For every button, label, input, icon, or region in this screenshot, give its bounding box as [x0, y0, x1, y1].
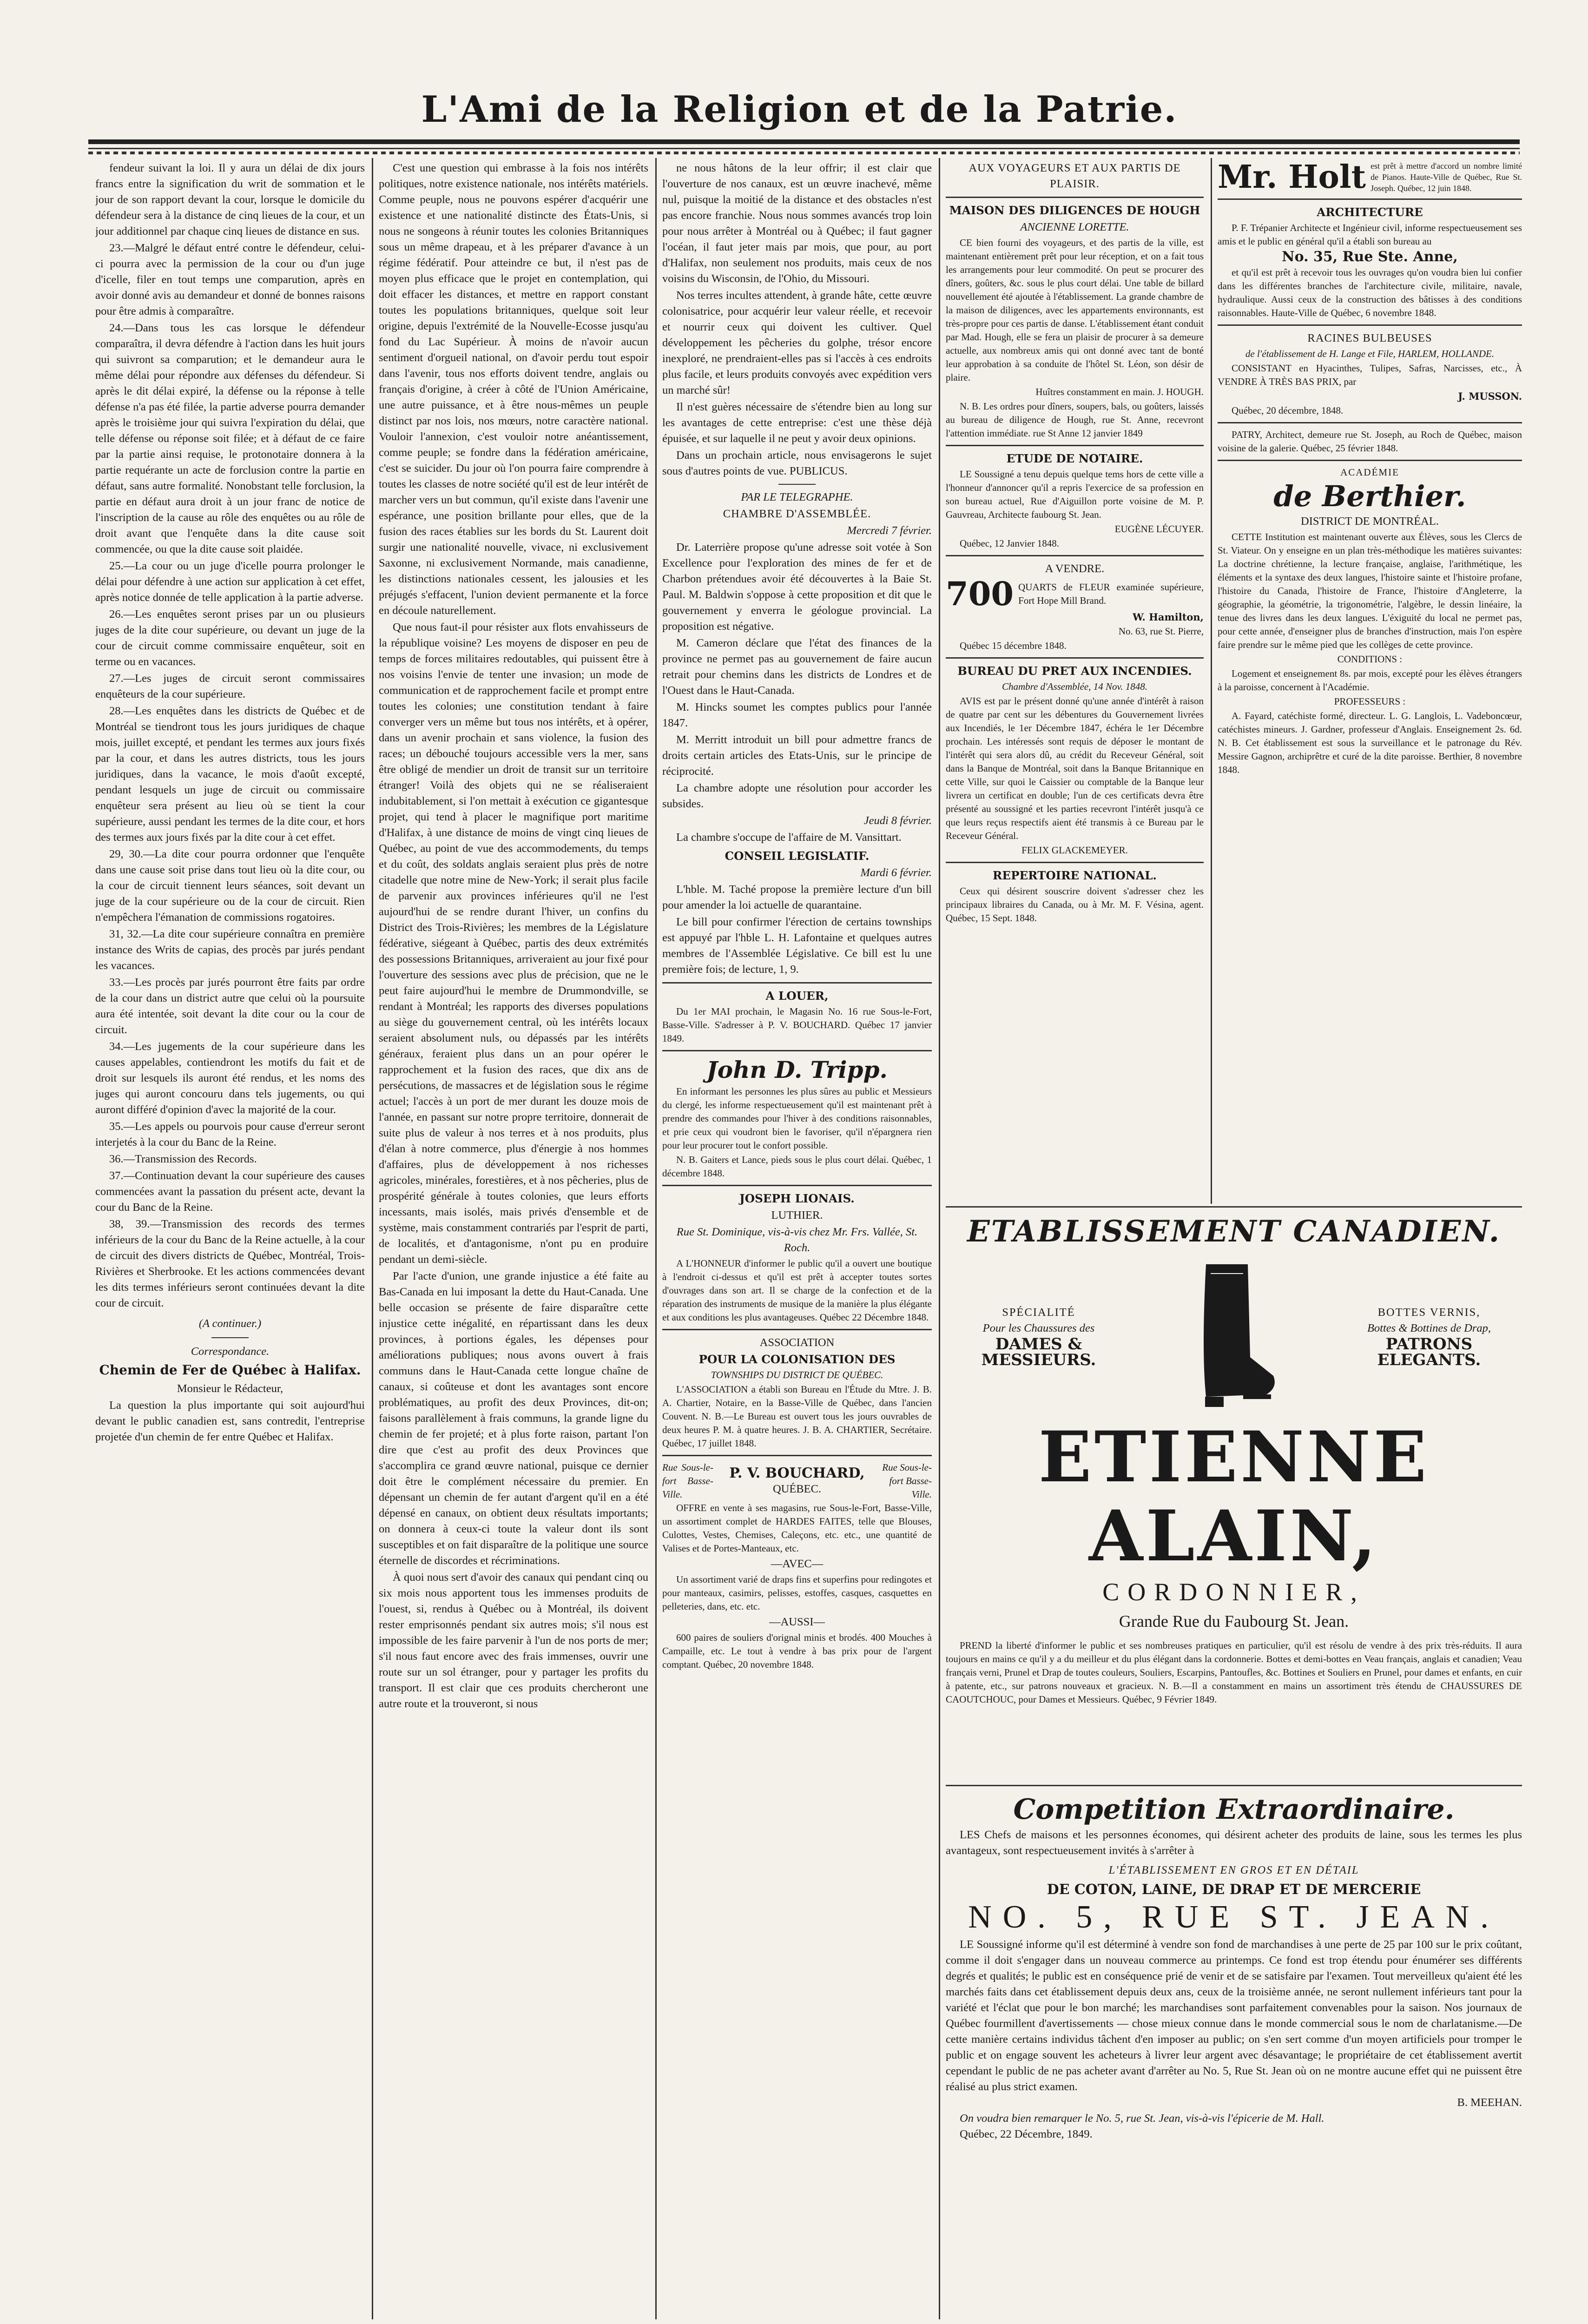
column-2 — [379, 160, 648, 2324]
ad-address: Rue Sous-le-fort Basse-Ville. — [882, 1462, 932, 1500]
article-paragraph: M. Cameron déclare que l'état des finances de la province ne permet pas au gouvernement de faire aucun retrait pour chemins dans les districts de Londres et de l'Ouest dans le Haut-Canada. — [662, 637, 932, 697]
ad-text: Pour les Chaussures des — [982, 1322, 1095, 1334]
section-heading: Correspondance. — [191, 1345, 270, 1358]
divider — [778, 484, 816, 485]
ad-body: AVIS est par le présent donné qu'une année d'intérêt à raison de quatre par cent sur les débentures du Gouvernement livrées aux Incendiés, le 1er Décembre 1847, échéra le 1er Décembre prochain. Les intéressés sont requis de déposer le montant de l'intérêt qui sera alors dû, au crédit du Receveur Général, soit dans la Banque de Montréal, soit dans la Banque Britannique en cette Ville, sur quoi le Caissier ou comptable de la Banque leur livrera un certificat en double; l'un de ces certificats devra être présenté au soussigné et les parties recevront l'intérêt jusqu'à ce que leurs reçus respectifs aient été transmis à ce Bureau par le Receveur Général. — [946, 695, 1204, 841]
column-divider — [939, 158, 940, 2319]
divider — [946, 445, 1204, 446]
dateline: Jeudi 8 février. — [863, 814, 932, 827]
ad-separator: —AUSSI— — [769, 1616, 825, 1628]
ad-body: A L'HONNEUR d'informer le public qu'il a ouvert une boutique à l'endroit ci-dessus et qu'il est prêt à accepter toutes sortes d'ouvrages dans son art. Il se charge de la confection et de la réparation des instruments de musique de la manière la plus élégante et aux conditions les plus avantageuses. Québec 22 Décembre 1848. — [662, 1258, 932, 1323]
ad-heading: JOSEPH LIONAIS. — [739, 1192, 855, 1205]
ad-body: CE bien fourni des voyageurs, et des partis de la ville, est maintenant entièrement prêt pour leur réception, et on a fait tous les arrangements pour leur commodité. On peut se procurer des dîners, goûters, &c. sous le plus court délai. Une table de billard nouvellement été ajoutée à l'établissement. La grande chambre de la maison de diligences, avec les appartements environnants, est très-propre pour ces partis de danse. L'établissement étant conduit par Mad. Hough, elle se fera un plaisir de procurer à sa demeure actuelle, aux nombreux amis qui ont donné avec tant de bonté leur approbation à sa conduite de l'hôtel St. Léon, son désir de plaire. — [946, 237, 1204, 383]
ad-body: Ceux qui désirent souscrire doivent s'adresser chez les principaux libraires du Canada, ou à Mr. M. F. Vésina, agent. Québec, 15 Sept. 1848. — [946, 885, 1204, 924]
ad-address: Rue Sous-le-fort Basse-Ville. — [662, 1462, 713, 1500]
article-paragraph: 35.—Les appels ou pourvois pour cause d'erreur seront interjetés à la cour du Banc de la Reine. — [95, 1120, 365, 1149]
ad-heading: AUX VOYAGEURS ET AUX PARTIS DE PLAISIR. — [969, 162, 1181, 190]
article-paragraph: 38, 39.—Transmission des records des termes inférieurs de la cour du Banc de la Reine actuelle, à la cour de circuit des divers districts de Québec, Montréal, Trois-Rivières et Sherbrooke. Et les actions commencées devant les dits termes inférieurs seront continuées devant la dite cour de circuit. — [95, 1218, 365, 1309]
divider — [946, 555, 1204, 556]
etablissement-ad — [946, 1213, 1522, 1822]
column-4 — [946, 160, 1204, 1206]
ad-body: Du 1er MAI prochain, le Magasin No. 16 rue Sous-le-Fort, Basse-Ville. S'adresser à P. V. BOUCHARD. Québec 17 janvier 1849. — [662, 1006, 932, 1044]
ad-city: QUÉBEC. — [772, 1482, 822, 1495]
ad-name: ETIENNE ALAIN, — [1038, 1416, 1430, 1577]
etab-right — [1336, 1305, 1522, 1368]
ad-address: Rue St. Dominique, vis-à-vis chez Mr. Frs. Vallée, St. Roch. — [676, 1226, 918, 1254]
ad-body: A. Fayard, catéchiste formé, directeur. L. G. Langlois, L. Vadeboncœur, catéchistes mineurs. J. Gardner, professeur d'Anglais. Enseignement 2s. 6d. N. B. Cet établissement est sous la surveillance et le patronage du Rév. Messire Gagnon, archiprêtre et curé de la dite paroisse. Berthier, 8 novembre 1848. — [1218, 710, 1522, 775]
article-paragraph: 37.—Continuation devant la cour supérieure des causes commencées avant la passation du présent acte, devant la cour du Banc de la Reine. — [95, 1169, 365, 1214]
salutation: Monsieur le Rédacteur, — [177, 1382, 283, 1395]
ad-body: est prêt à mettre d'accord un nombre limité de Pianos. Haute-Ville de Québec, Rue St. Joseph. Québec, 12 juin 1848. — [1371, 161, 1522, 193]
ad-title: BUREAU DU PRET AUX INCENDIES. — [957, 664, 1192, 678]
ad-date: Québec, 12 Janvier 1848. — [960, 538, 1060, 549]
divider — [211, 1337, 249, 1338]
article-paragraph: À quoi nous sert d'avoir des canaux qui pendant cinq ou six mois nous apportent tous les immenses produits de l'ouest, si, rendus à Québec ou à Montréal, ils doivent rester emprisonnés pendant six autres mois; s'il nous est impossible de les faire parvenir à l'un de nos ports de mer; s'il nous faut encore avec des frais immenses, ouvrir une route sur un sol étranger, pour y partager les profits du transport. Il est clair que ces produits chercheront une autre route et la trouveront, si nous — [379, 1571, 648, 1710]
divider — [946, 197, 1204, 198]
article-paragraph: 36.—Transmission des Records. — [109, 1153, 257, 1165]
article-paragraph: La question la plus importante qui soit aujourd'hui devant le public canadien est, sans contredit, l'entreprise projetée d'un chemin de fer entre Québec et Halifax. — [95, 1399, 365, 1443]
ad-body: Logement et enseignement 8s. par mois, excepté pour les élèves étrangers à la paroisse, concernent à l'Académie. — [1218, 668, 1522, 693]
etab-row — [946, 1260, 1522, 1413]
article-paragraph: M. Hincks soumet les comptes publics pour l'année 1847. — [662, 701, 932, 729]
ad-highlight: PATRONS ELEGANTS. — [1377, 1335, 1481, 1369]
ad-body: P. F. Trépanier Architecte et Ingénieur civil, informe respectueusement ses amis et le public en général qu'il a établi son bureau au — [1218, 222, 1522, 247]
ad-date: Québec, 20 décembre, 1848. — [1232, 405, 1344, 416]
column-1 — [95, 160, 365, 2324]
ad-highlight: DAMES & MESSIEURS. — [981, 1335, 1096, 1369]
ad-subheading: ANCIENNE LORETTE. — [1020, 221, 1129, 233]
ad-title: POUR LA COLONISATION DES — [698, 1353, 896, 1366]
divider — [1218, 198, 1522, 200]
divider — [1218, 460, 1522, 461]
ad-body: Un assortiment varié de draps fins et superfins pour redingotes et pour manteaux, casimirs, pelisses, estoffes, casques, casquettes en pelleteries, dans, etc. etc. — [662, 1574, 932, 1612]
ad-subheading: TOWNSHIPS DU DISTRICT DE QUÉBEC. — [711, 1369, 883, 1380]
ad-body: OFFRE en vente à ses magasins, rue Sous-le-Fort, Basse-Ville, un assortiment complet de HARDES FAITES, telle que Blouses, Culottes, Vestes, Chemises, Caleçons, etc. etc., une quantité de Valises et de Portes-Manteaux, etc. — [662, 1502, 932, 1554]
divider — [946, 862, 1204, 863]
section-heading: PAR LE TELEGRAPHE. — [741, 491, 853, 503]
competition-ad — [946, 1792, 1522, 2303]
continued-note: (A continuer.) — [198, 1317, 262, 1330]
ad-address: No. 35, Rue Ste. Anne, — [1282, 249, 1458, 265]
section-heading: CONSEIL LEGISLATIF. — [725, 849, 870, 863]
ad-heading: A VENDRE. — [1045, 562, 1105, 575]
column-divider — [655, 158, 657, 2319]
ad-signature: J. MUSSON. — [1458, 390, 1522, 402]
dateline: Mercredi 7 février. — [847, 524, 932, 537]
ad-subheading: LUTHIER. — [771, 1209, 823, 1221]
masthead-rule-dotted — [88, 152, 1520, 154]
article-paragraph: L'hble. M. Taché propose la première lecture d'un bill pour amender la loi actuelle de quarantaine. — [662, 883, 932, 911]
article-paragraph: Nos terres incultes attendent, à grande hâte, cette œuvre colonisatrice, pour acquérir leur valeur réelle, et recevoir et nourrir ceux qui doivent les cultiver. Quel développement les pêcheries du golphe, trésor encore inexploré, ne prendraient-elles pas si l'accès à ces endroits plus facile, et leurs produits convoyés avec expédition vers un marché sûr! — [662, 289, 932, 396]
vendre-row — [946, 574, 1204, 613]
divider — [662, 982, 932, 984]
article-paragraph: 27.—Les juges de circuit seront commissaires enquêteurs de la cour supérieure. — [95, 672, 365, 700]
article-paragraph: 29, 30.—La dite cour pourra ordonner que l'enquête dans une cause soit prise dans tout lieu où la dite cour, ou la cour de circuit tiennent leurs séances, soit devant un juge de la cour supérieure ou de la cour de circuit. Rien n'empêchera l'émanation de commissions rogatoires. — [95, 848, 365, 924]
masthead-title: L'Ami de la Religion et de la Patrie. — [421, 88, 1178, 131]
divider — [662, 1050, 932, 1051]
ad-heading: ASSOCIATION — [759, 1336, 835, 1349]
article-paragraph: 26.—Les enquêtes seront prises par un ou plusieurs juges de la dite cour supérieure, ou devant un juge de la cour de circuit comme commissaire enquêteur, soit en terme ou en vacances. — [95, 608, 365, 668]
ad-heading: P. V. BOUCHARD, — [729, 1465, 865, 1481]
divider — [946, 657, 1204, 659]
ad-heading: Competition Extraordinaire. — [1013, 1793, 1455, 1826]
ad-signature: EUGÈNE LÉCUYER. — [1114, 523, 1204, 535]
ad-body: LE Soussigné a tenu depuis quelque tems hors de cette ville a l'honneur d'annoncer qu'il a repris l'exercice de sa profession en son bureau actuel, Rue d'Aiguillon porte voisine de M. P. Gauvreau, Architecte faubourg St. Jean. — [946, 469, 1204, 520]
section-heading: CHAMBRE D'ASSEMBLÉE. — [723, 508, 871, 520]
ad-heading: Mr. Holt — [1218, 160, 1366, 196]
bouchard-header — [662, 1461, 932, 1501]
quantity-number: 700 — [946, 574, 1014, 613]
ad-date: Québec, 22 Décembre, 1849. — [960, 2128, 1093, 2140]
article-paragraph: M. Merritt introduit un bill pour admettre francs de droits certain articles des Etats-Unis, sur le principe de réciprocité. — [662, 733, 932, 778]
ad-title: DE COTON, LAINE, DE DRAP ET DE MERCERIE — [1047, 1882, 1421, 1898]
ad-heading: ACADÉMIE — [1340, 467, 1399, 478]
article-paragraph: 34.—Les jugements de la cour supérieure dans les causes appelables, contiendront les motifs du fait et de droit sur lesquels ils auront été rendus, et les noms des juges qui auront concouru dans tels jugements, ou qui auront différé d'opinion d'avec la majorité de la cour. — [95, 1040, 365, 1116]
article-paragraph: ne nous hâtons de la leur offrir; il est clair que l'ouverture de nos canaux, est un œuvre inachevé, même nul, puisque la moitié de la distance et des obstacles n'est pas encore franchie. Nous nous sommes avancés trop loin pour nous arrêter à Montréal ou à Québec; il faut gagner l'océan, il faut jeter mais par mois, que pour, au port d'Halifax, non seulement nos produits, mais ceux de nos voisins du Wisconsin, de l'Ohio, du Missouri. — [662, 162, 932, 285]
article-paragraph: 31, 32.—La dite cour supérieure connaîtra en première instance des Writs de capias, des procès par jurés pendant les vacances. — [95, 928, 365, 972]
column-divider — [1211, 158, 1212, 1204]
divider — [662, 1455, 932, 1456]
ad-signature: B. MEEHAN. — [1457, 2096, 1522, 2109]
ad-subheading: Chambre d'Assemblée, 14 Nov. 1848. — [1002, 681, 1148, 692]
ad-body: N. B. Gaiters et Lance, pieds sous le plus court délai. Québec, 1 décembre 1848. — [662, 1154, 932, 1179]
article-paragraph: Dr. Laterrière propose qu'une adresse soit votée à Son Excellence pour l'exploration des mines de fer et de Charbon prétendues avoir été découvertes à la Baie St. Paul. M. Baldwin s'oppose à cette proposition et dit que le gouvernement y enverra le géologue provincial. La proposition est négative. — [662, 541, 932, 633]
divider — [1218, 324, 1522, 326]
divider — [1218, 422, 1522, 423]
ad-subheading: DISTRICT DE MONTRÉAL. — [1301, 515, 1439, 528]
dateline: Mardi 6 février. — [860, 866, 932, 879]
ad-signature: Huîtres constamment en main. J. HOUGH. — [1035, 386, 1204, 397]
ad-subheading: de l'établissement de H. Lange et File, HARLEM, HOLLANDE. — [1245, 348, 1495, 359]
column-3 — [662, 160, 932, 2324]
ad-date: Québec 15 décembre 1848. — [960, 640, 1067, 651]
article-paragraph: Le bill pour confirmer l'érection de certains townships est appuyé par l'hble L. H. Lafontaine et quelques autres membres de l'Assemblée Législative. Ce bill est lu une première fois; de lecture, 1, 9. — [662, 916, 932, 976]
article-paragraph: La chambre s'occupe de l'affaire de M. Vansittart. — [676, 831, 902, 844]
ad-address: No. 63, rue St. Pierre, — [1118, 626, 1204, 637]
boot-icon — [1187, 1260, 1280, 1413]
ad-signature: W. Hamilton, — [1133, 611, 1204, 623]
ad-body: et qu'il est prêt à recevoir tous les ouvrages qu'on voudra bien lui confier dans les différentes branches de l'architecture civile, militaire, navale, hydraulique. Aussi ceux de la construction des bâtisses à des conditions raisonnables. Haute-Ville de Québec, 6 novembre 1848. — [1218, 267, 1522, 318]
ad-title: ETUDE DE NOTAIRE. — [1006, 452, 1143, 465]
ad-heading: John D. Tripp. — [706, 1056, 888, 1083]
article-paragraph: Par l'acte d'union, une grande injustice a été faite au Bas-Canada en lui imposant la dette du Haut-Canada. Une belle occasion se présente de faire disparaître cette injustice cette inégalité, en répartissant dans les deux provinces, à portions égales, les dépenses pour améliorations publiques; nous avons ouvert à frais communs dans le Haut-Canada cette longue chaîne de canaux, si coûteuse et dont les avantages sont encore problématiques, au profit des deux Provinces, dit-on; faisons parallèlement à frais communs, la grande ligne du chemin de fer projeté; et à plus forte raison, partant l'on dire que c'est au profit des deux Provinces que s'accomplira ce grand œuvre national, puisque ce dernier doit être le complément nécessaire du premier. En dépensant un chemin de fer autant d'argent qu'il en a été dépensé en canaux, on obtient deux résultats importants; on donnera à ceux-ci toute la valeur dont ils sont susceptibles et on fait disparaître de la politique une source éternelle de discordes et récriminations. — [379, 1270, 648, 1567]
article-paragraph: 23.—Malgré le défaut entré contre le défendeur, celui-ci pourra avec la permission de la cour ou d'un juge d'icelle, filer en tout temps une comparution, après en avoir donné avis au demandeur et donné de bonnes raisons pour être admis à comparaître. — [95, 242, 365, 317]
article-paragraph: fendeur suivant la loi. Il y aura un délai de dix jours francs entre la signification du writ de sommation et le jour de son rapport devant la cour, lorsque le domicile du défendeur sera à la distance de cinq lieues de la cour, et un jour additionnel par chaque cinq lieues de distance en sus. — [95, 162, 365, 238]
article-paragraph: Dans un prochain article, nous envisagerons le sujet sous d'autres points de vue. PUBLICUS. — [662, 449, 932, 477]
divider — [662, 1329, 932, 1330]
ad-address: Grande Rue du Faubourg St. Jean. — [1119, 1612, 1349, 1631]
ad-heading: A LOUER, — [765, 989, 829, 1003]
divider — [946, 1206, 1522, 1208]
ad-body: PATRY, Architect, demeure rue St. Joseph, au Roch de Québec, maison voisine de la galerie. Québec, 25 février 1848. — [1218, 429, 1522, 454]
article-paragraph: La chambre adopte une résolution pour accorder les subsides. — [662, 782, 932, 810]
holt-ad — [1218, 160, 1522, 194]
ad-title: ARCHITECTURE — [1317, 205, 1423, 219]
ad-text: Bottes & Bottines de Drap, — [1367, 1322, 1491, 1334]
ad-body: 600 paires de souliers d'orignal minis et brodés. 400 Mouches à Campaille, etc. Le tout à vendre à bas prix pour de l'argent comptant. Québec, 20 novembre 1848. — [662, 1632, 932, 1670]
article-paragraph: C'est une question qui embrasse à la fois nos intérêts politiques, notre existence nationale, nos intérêts matériels. Comme peuple, nous ne pouvons espérer d'acquérir une existence et une nationalité distincte des États-Unis, si nous ne songeons à réunir toutes les colonies Britanniques sous un même drapeau, et à les préparer d'avance à un régime fédératif. Pour atteindre ce but, il n'est pas de moyen plus efficace que le projet en contemplation, qui doit effacer les distances, et mettre en rapport constant toutes les populations britanniques, quelque soit leur origine, depuis l'extrémité de la Nouvelle-Ecosse jusqu'au fond du Lac Supérieur. À moins de n'avoir aucun sentiment d'orgueil national, on d'avoir perdu tout espoir dans l'avenir, tous nos efforts doivent tendre, anglais ou français d'origine, à créer à côté de l'Union Américaine, une autre puissance, et à être nous-mêmes un peuple distinct par nos lois, nos mœurs, notre caractère national. Vouloir l'annexion, c'est vouloir notre anéantissement, comme peuple; se fondre dans la fédération américaine, c'est se suicider. Du jour où l'on pourra faire comprendre à toutes les classes de notre société qu'il est de leur intérêt de marcher vers un but commun, qu'il existe dans l'avenir une espérance, une position brillante pour elles, que de la fusion des races établies sur les bords du St. Laurent doit surgir une nationalité nouvelle, vivace, ni exclusivement Saxonne, ni exclusivement Normande, mais canadienne, les distinctions nationales cessent, les jalousies et les préjugés s'effacent, l'union devient permanente et la force en découle naturellement. — [379, 162, 648, 617]
ad-body: En informant les personnes les plus sûres au public et Messieurs du clergé, les informe respectueusement qu'il est maintenant prêt à prendre des commandes pour l'hiver à des conditions raisonnables, et prie ceux qui voudront bien le favoriser, qu'il n'épargnera rien pour leur procurer tout le confort possible. — [662, 1086, 932, 1151]
ad-title: de Berthier. — [1273, 479, 1466, 513]
ad-body: CONSISTANT en Hyacinthes, Tulipes, Safras, Narcisses, etc., À VENDRE À TRÈS BAS PRIX, par — [1218, 363, 1522, 387]
ad-note: On voudra bien remarquer le No. 5, rue St. Jean, vis-à-vis l'épicerie de M. Hall. — [960, 2112, 1324, 2125]
masthead — [84, 88, 1515, 131]
ad-body: LES Chefs de maisons et les personnes économes, qui désirent acheter des produits de laine, sous les termes les plus avantageux, sont respectueusement invités à s'arrêter à — [946, 1829, 1522, 1857]
divider — [946, 1785, 1522, 1786]
article-title: Chemin de Fer de Québec à Halifax. — [99, 1362, 361, 1378]
ad-title: REPERTOIRE NATIONAL. — [993, 869, 1157, 882]
ad-body: L'ASSOCIATION a établi son Bureau en l'Étude du Mtre. J. B. A. Chartier, Notaire, en la Basse-Ville de Québec, dans l'ancien Couvent. N. B.—Le Bureau est ouvert tous les jours ouvrables de deux heures P. M. à quatre heures. J. B. A. CHARTIER, Secrétaire. Québec, 17 juillet 1848. — [662, 1384, 932, 1449]
masthead-rule — [88, 139, 1520, 144]
ad-heading: ETABLISSEMENT CANADIEN. — [967, 1214, 1501, 1249]
ad-body: LE Soussigné informe qu'il est déterminé à vendre son fond de marchandises à une perte de 25 par 100 sur le prix coûtant, comme il doit s'engager dans un nouveau commerce au printemps. Ce fond est trop étendu pour énumérer ses différents degrés et qualités; le public est en conséquence prié de venir et de se satisfaire par l'examen. Tout merveilleux qu'aient été les marchés faits dans cet établissement depuis deux ans, ceux de la troisième année, ne seront nullement inférieurs tant pour la variété et l'éclat que pour le bon marché; les marchandises sont parfaitement convenables pour la saison. Nos journaux de Québec fourmillent d'avertissements — chose mieux connue dans le monde commercial sous le nom de charlatanisme.—De cette manière certains individus tâchent d'en imposer au public; on s'en sert comme d'un moyen artificiels pour tromper le public et on engage souvent les acheteurs à livrer leur argent avec désavantage; le propriétaire de cet établissement avertit cependant le public de ne pas acheter avant d'arrêter au No. 5, Rue St. Jean où on ne montre aucune effet qui ne puissent être réalisé au plus strict examen. — [946, 1938, 1522, 2093]
divider — [662, 1185, 932, 1186]
ad-subheading: PROFESSEURS : — [1334, 696, 1406, 707]
ad-trade: CORDONNIER, — [1102, 1578, 1365, 1606]
ad-body: QUARTS de FLEUR examinée supérieure, Fort Hope Mill Brand. — [1018, 581, 1204, 606]
column-5 — [1218, 160, 1522, 1206]
article-paragraph: 28.—Les enquêtes dans les districts de Québec et de Montréal se tiendront tous les jours juridiques de chaque mois, juillet excepté, et pendant les termes aux jours fixés par la cour, et dans les autres districts, tous les jours juridiques, dans la vacance, le mois d'août excepté, pendant lesquels un juge de circuit ou commissaire enquêteur sera présent au lieu où se tient la cour supérieure, aussi pendant les termes de la dite cour, et hors des termes aux jours fixés par la dite cour à cet effet. — [95, 705, 365, 844]
ad-separator: —AVEC— — [771, 1558, 824, 1570]
ad-address: NO. 5, RUE ST. JEAN. — [968, 1899, 1500, 1935]
ad-label: SPÉCIALITÉ — [1002, 1306, 1075, 1319]
ad-body: N. B. Les ordres pour dîners, soupers, bals, ou goûters, laissés au bureau de diligence de Hough, rue St. Anne, recevront l'attention immédiate. rue St Anne 12 janvier 1849 — [946, 401, 1204, 439]
ad-body: PREND la liberté d'informer le public et ses nombreuses pratiques en particulier, qu'il est résolu de vendre à des prix très-réduits. Il aura toujours en mains ce qu'il y a du meilleur et du plus élégant dans la cordonnerie. Bottes et demi-bottes en Veau français, anglais et canadien; Veau français verni, Prunel et Drap de toutes couleurs, Souliers, Escarpins, Pantoufles, &c. Bottines et Souliers en Prunel, pour dames et enfants, en cuir à patente, etc., sur patrons nouveaux et gracieux. N. B.—Il a constamment en mains un assortiment très étendu de CHAUSSURES DE CAOUTCHOUC, pour Dames et Messieurs. Québec, 9 Février 1849. — [946, 1640, 1522, 1705]
etab-left — [946, 1305, 1132, 1368]
ad-subheading: CONDITIONS : — [1337, 654, 1403, 665]
masthead-rule-thin — [88, 148, 1520, 149]
ad-label: BOTTES VERNIS, — [1377, 1306, 1481, 1319]
column-divider — [372, 158, 373, 2319]
ad-title: MAISON DES DILIGENCES DE HOUGH — [949, 204, 1200, 217]
article-paragraph: 33.—Les procès par jurés pourront être faits par ordre de la cour dans un district autre que celui où la poursuite aura été intentée, soit devant la dite cour ou la cour de circuit. — [95, 976, 365, 1036]
article-paragraph: Il n'est guères nécessaire de s'étendre bien au long sur les avantages de cette entreprise: c'est une thèse déjà épuisée, et sur laquelle il ne peut y avoir deux opinions. — [662, 401, 932, 445]
ad-subheading: L'ÉTABLISSEMENT EN GROS ET EN DÉTAIL — [1108, 1864, 1359, 1876]
ad-signature: FELIX GLACKEMEYER. — [1021, 845, 1128, 856]
ad-title: RACINES BULBEUSES — [1307, 332, 1432, 344]
article-paragraph: Que nous faut-il pour résister aux flots envahisseurs de la république voisine? Les moyens de disposer en peu de temps de forces militaires redoutables, qui puissent être à nos voisins l'envie de tenter une invasion; un mode de communication et de rapprochement facile et prompt entre toutes les colonies; une constitution tendant à faire converger vers un même but tous nos intérêts, et à opérer, dans un avenir prochain et sans violence, la fusion des races; un débouché toujours accessible vers la mer, sans être obligé de mendier un droit de transit sur un territoire étranger! Voilà des objets qui ne se réaliseraient indubitablement, si l'on mettait à exécution ce gigantesque projet, qui tend à placer le magnifique port maritime d'Halifax, à une distance de moins de vingt cinq lieues de Québec, au point de vue des accommodements, du temps et du coût, des soldats anglais seraient plus près de notre citadelle que notre mine de New-York; il serait plus facile de parvenir aux provinces inférieures qu'il ne l'est aujourd'hui de se rendre durant l'hiver, un confins du District des Trois-Rivières; les membres de la Législature fédérative, siégeant à Québec, partis des deux extrémités des possessions Britanniques, arriveraient au jour fixé pour l'ouverture des sessions avec plus de précision, que ne le peut faire aujourd'hui le membre de Drummondville, se rendant à Montréal; les rapports des diverses populations au siège du gouvernement central, où les intérêts locaux seraient absolument nuls, ou dépassés par les intérêts généraux, feraient plus dans un an pour opérer le rapprochement et la fusion des races, que dix ans de persécutions, de massacres et de législation sous le régime actuel; l'accès à un port de mer durant les douze mois de l'année, en passant sur notre propre territoire, donnerait de suite plus de valeur à nos terres et à nos produits, plus d'élan à notre commerce, plus d'énergie à nos hommes d'affaires, plus de développement à nos richesses agricoles, minérales, forestières, et à nos pêcheries, plus de prospérité générale à toutes colonies, que leurs efforts incessants, mais isolés, mais privés d'ensemble et de système, mais constamment contrariés par l'esprit de parti, de localités, et d'antagonisme, n'ont pu en produire pendant un demi-siècle. — [379, 621, 648, 1266]
ad-body: CETTE Institution est maintenant ouverte aux Élèves, sous les Clercs de St. Viateur. On y enseigne en un plan très-méthodique les matières suivantes: La doctrine chrétienne, la lecture française, anglaise, l'arithmétique, les éléments et la syntaxe des deux langues, l'histoire sainte et l'histoire profane, l'histoire du Canada, l'histoire de France, l'histoire d'Angleterre, la géographie, la géométrie, la trigonométrie, l'algèbre, le dessin linéaire, la tenue des livres dans les deux langues. L'éxiguité du local ne permet pas, pour cette année, d'enseigner plus de branches d'instruction, mais l'on espère faire prendre sur le même pied que les collèges de cette province. — [1218, 531, 1522, 650]
article-paragraph: 25.—La cour ou un juge d'icelle pourra prolonger le délai pour défendre à une action sur application à cet effet, après notice donnée de telle application à la partie adverse. — [95, 560, 365, 604]
article-paragraph: 24.—Dans tous les cas lorsque le défendeur comparaîtra, il devra défendre à l'action dans les huit jours qui suivront sa comparution; et le demandeur aura le même délai pour répondre aux défenses du défendeur. Si après le dit délai expiré, la défense ou la réponse à telle défense n'a pas été filée, la partie adverse pourra demander après le troisième jour qui suivra l'expiration du délai, que telle défense ou réponse soit filée; et à défaut de ce faire par la partie ainsi requise, le protonotaire donnera à la partie requérante un acte de forclusion contre la partie en défaut, sans autre formalité. Nonobstant telle forclusion, la partie en défaut aura droit à un jour franc de notice de l'inscription de la cause au rôle des enquêtes ou au rôle de droit avant que l'enquête dans la dite cause soit commencée, ou que la dite cause soit plaidée. — [95, 322, 365, 555]
